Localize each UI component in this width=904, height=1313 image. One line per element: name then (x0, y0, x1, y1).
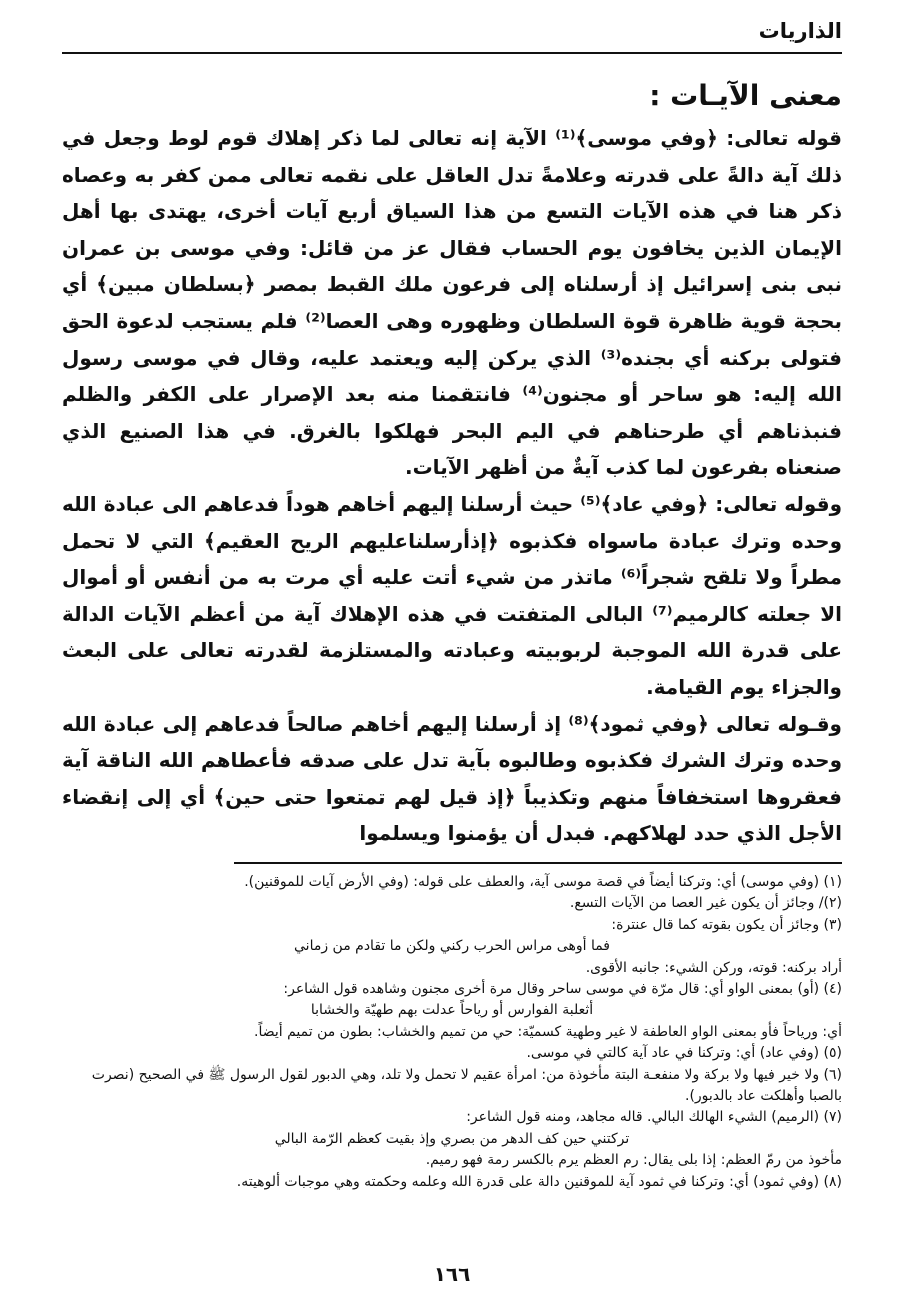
footnote-7-explanation: مأخوذ من رمّ العظم: إذا بلى يقال: رم العظم يرم بالكسر رمة فهو رميم. (425, 1152, 842, 1169)
footnote-1: (١) (وفي موسى) أي: وتركنا أيضاً في قصة موسى آية، والعطف على قوله: (وفي الأرض آيات للموقنين). (244, 873, 842, 890)
footnote-5: (٥) (وفي عاد) أي: وتركنا في عاد آية كالتي في موسى. (526, 1045, 842, 1062)
footnote-2: (٢)/ وجائز أن يكون غير العصا من الآيات التسع. (569, 895, 842, 912)
running-head: الذاريات (758, 19, 842, 43)
header-rule (62, 52, 842, 54)
footnote-6: (٦) ولا خير فيها ولا بركة ولا منفعـة البتة مأخوذة من: امرأة عقيم لا تحمل ولا تلد، وهي الدبور لقول الرسول ﷺ في الصحيح (نصرت بالصبا وأهلكت عاد بالدبور). (91, 1066, 842, 1104)
footnote-4-verse: أثعلبة الفوارس أو رياحاً عدلت بهم طهيّة والخشابا (310, 1002, 594, 1019)
footnote-4: (٤) (أو) بمعنى الواو أي: قال مرّة في موسى ساحر وقال مرة أخرى مجنون وشاهده قول الشاعر: (283, 980, 842, 997)
footnote-rule (234, 862, 842, 864)
footnote-8: (٨) (وفي ثمود) أي: وتركنا في ثمود آية للموقنين دالة على قدرة الله وعلمه وحكمته وهي موجبات ألوهيته. (236, 1173, 842, 1190)
section-title: معنى الآيـات : (649, 79, 842, 112)
footnote-3: (٣) وجائز أن يكون بقوته كما قال عنترة: (611, 916, 842, 933)
main-text (62, 120, 842, 852)
footnote-7: (٧) (الرميم) الشيء الهالك البالي. قاله مجاهد، ومنه قول الشاعر: (466, 1109, 842, 1126)
footnote-7-verse: تركتني حين كف الدهر من بصري وإذ بقيت كعظم الرّمة البالي (274, 1130, 630, 1147)
paragraph-musa: قوله تعالى: ﴿وفي موسى﴾⁽¹⁾ الآية إنه تعالى لما ذكر إهلاك قوم لوط وجعل في ذلك آية دالةً على قدرته وعلامةً تدل العاقل على نقمه تعالى ممن كفر به وعصاه ذكر هنا في هذه الآيات التسع من هذا السياق أربع آيات أخرى، يهتدى بها أهل الإيمان الذين يخافون يوم الحساب فقال عز من قائل: وفي موسى بن عمران نبى بنى إسرائيل إذ أرسلناه إلى فرعون ملك القبط بمصر ﴿بسلطان مبين﴾ أي بحجة قوية ظاهرة قوة السلطان وظهوره وهى العصا⁽²⁾ فلم يستجب لدعوة الحق فتولى بركنه أي بجنده⁽³⁾ الذي يركن إليه ويعتمد عليه، وقال في موسى رسول الله إليه: هو ساحر أو مجنون⁽⁴⁾ فانتقمنا منه بعد الإصرار على الكفر والظلم فنبذناهم أي طرحناهم في اليم البحر فهلكوا بالغرق. في هذا الصنيع الذي صنعناه بفرعون لما كذب آيةٌ من أظهر الآيات. (62, 126, 843, 480)
footnote-3-verse: فما أوهى مراس الحرب ركني ولكن ما تقادم من زماني (294, 938, 610, 955)
page-number: ١٦٦ (433, 1262, 471, 1286)
footnotes (62, 872, 842, 1193)
footnote-3-explanation: أراد بركنه: قوته، وركن الشيء: جانبه الأقوى. (585, 959, 842, 976)
footnote-4-explanation: أي: ورياحاً فأو بمعنى الواو العاطفة لا غير وطهية كسميّة: حي من تميم والخشاب: بطون من تميم أيضاً. (254, 1023, 842, 1040)
paragraph-aad: وقوله تعالى: ﴿وفي عاد﴾⁽⁵⁾ حيث أرسلنا إليهم أخاهم هوداً فدعاهم الى عبادة الله وحده وترك عبادة ماسواه فكذبوه ﴿إذأرسلناعليهم الريح العقيم﴾ التي لا تحمل مطراً ولا تلقح شجراً⁽⁶⁾ ماتذر من شيء أتت عليه أي مرت به من أنفس أو أموال الا جعلته كالرميم⁽⁷⁾ البالى المتفتت في هذه الإهلاك آية من أعظم الآيات الدالة على قدرة الله الموجبة لربوبيته وعبادته والمستلزمة لقدرته تعالى على البعث والجزاء يوم القيامة. (62, 491, 842, 699)
paragraph-thamud: وقـوله تعالى ﴿وفي ثمود﴾⁽⁸⁾ إذ أرسلنا إليهم أخاهم صالحاً فدعاهم إلى عبادة الله وحده وترك الشرك فكذبوه وطالبوه بآية تدل على صدقه فأعطاهم الله الناقة آية فعقروها استخفافاً منهم وتكذيباً ﴿إذ قيل لهم تمتعوا حتى حين﴾ أي إلى إنقضاء الأجل الذي حدد لهلاكهم. فبدل أن يؤمنوا ويسلموا (62, 711, 842, 846)
